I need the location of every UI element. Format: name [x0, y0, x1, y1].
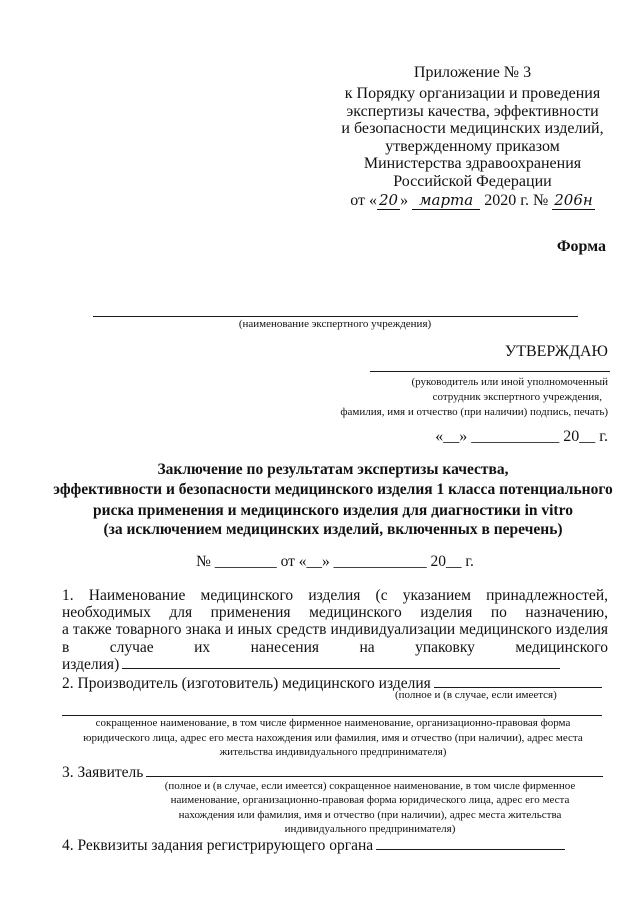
document-title-line: Заключение по результатам экспертизы качества, — [157, 461, 509, 478]
section3-caption-line: (полное и (в случае, если имеется) сокращенное наименование, в том числе фирменное — [164, 780, 576, 792]
institution-caption: (наименование экспертного учреждения) — [238, 318, 432, 330]
appendix-line: утвержденному приказом — [385, 137, 560, 155]
section1-line: изделия) — [62, 655, 120, 673]
document-title-line: эффективности и безопасности медицинского изделия 1 класса потенциального — [53, 481, 613, 498]
section1-line: в случае их нанесения на упаковку медицинского — [62, 638, 608, 656]
order-number-handwritten: 206н — [554, 191, 593, 209]
section3-caption-line: индивидуального предпринимателя) — [284, 823, 456, 835]
section3-label: 3. Заявитель — [62, 763, 144, 781]
section1-fill-line — [122, 668, 560, 669]
form-label: Форма — [556, 238, 606, 255]
approval-caption-line: фамилия, имя и отчество (при наличии) подпись, печать) — [340, 406, 608, 418]
approval-caption-line: (руководитель или иной уполномоченный — [411, 376, 608, 388]
appendix-line: экспертизы качества, эффективности — [346, 102, 599, 120]
approval-caption-line: сотрудник экспертного учреждения, — [432, 391, 602, 403]
appendix-line: Российской Федерации — [393, 172, 552, 190]
appendix-line: и безопасности медицинских изделий, — [341, 120, 604, 137]
approval-title: УТВЕРЖДАЮ — [504, 343, 608, 360]
appendix-line: к Порядку организации и проведения — [344, 85, 601, 102]
section3-caption-line: наименование, организационно-правовая форма юридического лица, адрес его места — [170, 794, 570, 806]
section3-row — [62, 764, 603, 781]
section3-fill-line — [146, 776, 603, 777]
section1-line: а также товарного знака и иных средств индивидуализации медицинского изделия — [62, 621, 608, 638]
section2-caption-line: жительства индивидуального предпринимателя) — [219, 746, 447, 758]
section1-line: необходимых для применения медицинского изделия по назначению, — [62, 603, 608, 621]
appendix-number: Приложение № 3 — [413, 64, 532, 81]
section2-caption-line: сокращенное наименование, в том числе фирменное наименование, организационно-правовая форма — [95, 717, 571, 729]
order-day-close: » — [400, 192, 409, 209]
section4-row — [62, 837, 565, 854]
section2-label: 2. Производитель (изготовитель) медицинского изделия — [62, 674, 431, 692]
section4-label: 4. Реквизиты задания регистрирующего органа — [62, 836, 374, 854]
section1-line: 1. Наименование медицинского изделия (с указанием принадлежностей, — [62, 586, 608, 604]
appendix-line: Министерства здравоохранения — [363, 155, 582, 172]
approval-date: «__» ___________ 20__ г. — [435, 428, 608, 445]
order-year-number-label: 2020 г. № — [484, 192, 549, 209]
section1-last-line — [62, 656, 560, 673]
order-day-handwritten: 20 — [378, 191, 399, 209]
order-prefix: от « — [350, 192, 377, 209]
section3-caption-line: нахождения или фамилия, имя и отчество (при наличии), адрес места жительства — [178, 809, 562, 821]
order-month-handwritten: марта — [412, 191, 480, 210]
approver-signature-line — [370, 371, 610, 372]
section2-caption-line: юридического лица, адрес его места нахождения или фамилия, имя и отчество (при наличии), адрес места — [83, 732, 583, 744]
order-reference — [330, 191, 615, 210]
document-title-line: (за исключением медицинских изделий, включенных в перечень) — [103, 521, 563, 538]
document-title-line: риска применения и медицинского изделия для диагностики in vitro — [93, 502, 573, 519]
conclusion-number: № ________ от «__» ____________ 20__ г. — [196, 553, 474, 570]
section2-caption-short: (полное и (в случае, если имеется) — [395, 689, 557, 701]
section4-fill-line — [376, 849, 565, 850]
